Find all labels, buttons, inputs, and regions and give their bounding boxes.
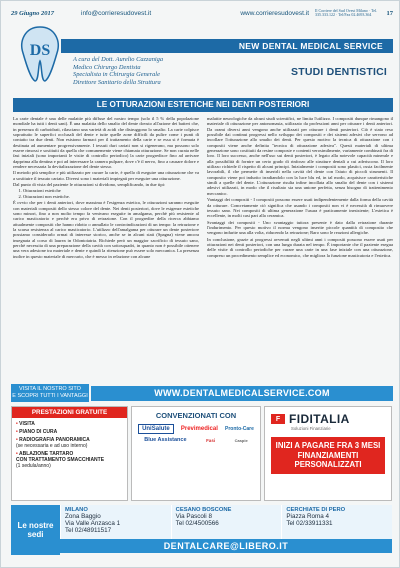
partner-logo: Blue Assistance [144, 437, 187, 443]
paragraph: Svantaggi dei compositi - Uno svantaggio tuttora presente è dato dalla retrazione durante l'indurimento. Per questo motivo il norma vengono inserite piccole quantità di composito che vengono indurite una alla volta, riducendo la retrazione; Raro sono le reazioni allergiche. [207, 219, 393, 236]
location-milano: MILANO Zona Baggio Via Valle Anzasca 1 Tel 02/48911517 [60, 505, 171, 539]
partner-logo: Fasi [206, 437, 216, 443]
partner-logos [132, 420, 260, 447]
paragraph: In conclusione, grazie ai progressi avvenuti negli ultimi anni i compositi possono essere usati per otturazioni nei denti posteriori, con una lunga durata nel tempo. È importante che il paziente esegua delle visite di controllo periodiche per curare una carie in una fase iniziale con una otturazione, compreso un procedimento semplice ed economico, che migliora la funzione masticatoria e l'estetica. [207, 236, 393, 258]
author-line: Specialista in Chirurgia Generale [73, 71, 160, 79]
free-services-title: PRESTAZIONI GRATUITE [12, 407, 127, 418]
paragraph: Vantaggi dei compositi - I compositi possono essere usati indipendentemente dalla forma della cavità da otturare. Concretamente ciò significa che usando i compositi non vi è necessità di rimuovere tessuto sano. Nei compositi di ultima generazione l'usura è praticamente inesistente; L'estetica è eccellente, in molti casi pari alla ceramica. [207, 197, 393, 219]
contact-website[interactable]: www.corrieresudovest.it [240, 9, 309, 17]
partner-logo: Caspie [234, 437, 248, 443]
paragraph: Dal punto di vista del paziente le otturazioni si dividono, semplificando, in due tipi: [13, 182, 166, 188]
article-column-2 [207, 116, 393, 376]
partner-logo: UniSalute [138, 424, 174, 434]
article-body [13, 116, 393, 376]
partners-title: CONVENZIONATI CON [155, 411, 237, 420]
paragraph: La carie dentale è una delle malattie più diffuse del nostro tempo (solo il 5 % della popolazione mondiale ha tutti i denti sani). È una malattia dello smalto del dente dovuto all'azione dei batteri che, in presenza di carboidrati, rilasciano una varietà di acidi che distruggono lo smalto. La carie colpisce soprattutto le superfici occlusali del dente e tutte quelle zone difficili da pulire come i punti di contatto tra due denti. Non esistono farmaci per il trattamento della carie e se essa si è formata è destinata ad aumentare progressivamente. I tessuti duri cariati non si rigenerano, ma possono solo essere rimossi e sostituiti da quella che comunemente viene chiamata otturazione. Se non curata nelle fasi iniziali (sono importanti le visite di controllo periodico) la carie progredisce fino ad arrivare dapprima alla dentina e poi ad interessare la camera pulpare, dove c'è il nervo, fino a causare dolore e rendere necessaria la devitalizzazione del dente stesso. [13, 116, 199, 170]
list-item: • PIANO DI CURA [16, 429, 58, 435]
fiditalia-name: FIDITALIA [289, 412, 350, 426]
paragraph: Il metodo più semplice e più utilizzato per curare la carie, è quello di eseguire una otturazione che va a sostituire il tessuto cariato. Diversi sono i materiali impiegati per eseguire una otturazione. [13, 170, 199, 181]
list-item: 2. Otturazioni non estetiche. [23, 194, 199, 199]
location-cerchiate-di-pero: CERCHIATE DI PERO Piazza Roma 4 Tel 02/33911331 [281, 505, 392, 539]
author-line: Direttore Sanitario della Struttura [73, 78, 161, 86]
author-line: Medico Chirurgo Dentista [73, 63, 141, 71]
visit-site-box: VISITA IL NOSTRO SITO E SCOPRI TUTTI I VANTAGGI [11, 384, 89, 402]
paragraph: malattie neurologiche da alcuni studi scientifici, ne limita l'utilizzo. I compositi dunque rimangono il materiale di otturazione per antonomasia, utilizzato da professioni anni per otturare i denti anteriori. Da orami diversi anni vengono anche utilizzati per otturare i denti posteriori. Ciò è stato reso possibile dai continui progressi nello sviluppo dei compositi e dei sistemi adesivi che servono ad incollare l'otturazione allo smalto dei denti. Per questo motivo la tecnica di otturazione con i compositi viene anche definita "tecnica di otturazione adesiva". Questi materiali di ultima generazione sono costituiti da resine composte e contenti verosimilmente, variamente combinati fra di loro. Il loro successo, anche nell'uso sui denti posteriori, è legato alla notevole capacità minerale e alla possibilità di fornire un certo grado di rinforzo alle strutture dentali a cui aderiscono. Il loro utilizzo richiede il rispetto di alcuni principi. Inizialmente i compositi sono plastici, ossia facilmente lavorabili, il che permette di inserirli nella cavità del dente con l'aiuto di piccoli strumenti. Il composito viene poi indurito irradiandolo con la luce blu ed, in tal modo, acquisisce caratteristiche simili a quelle del dente. L'otturazione risulta infine incollata allo smalto del dente con i sistemi adesivi utilizzati, in modo che il risultato sia una unione perfetta, senza bisogno di trattenimento meccanico. [207, 116, 393, 196]
article-headline: LE OTTURAZIONI ESTETICHE NEI DENTI POSTERIORI [13, 98, 393, 112]
fiditalia-logo-icon: F [271, 414, 285, 424]
list-item: 1. Otturazioni estetiche [23, 188, 199, 193]
author-block [73, 56, 213, 86]
issue-date: 29 Giugno 2017 [11, 9, 54, 17]
publisher-info: Il Corriere del Sud Ovest Milano · Tel. 335.333.122 · Tel/Fax 02.4693.364 [315, 7, 378, 17]
ad-website-link[interactable]: WWW.DENTALMEDICALSERVICE.COM [91, 386, 393, 401]
paragraph: È ovvio che per i denti anteriori, dove massima è l'esigenza estetica, le otturazioni saranno eseguite con materiali compositi dello stesso colore del dente. Nei denti posteriori, dove le esigenze estetiche sono minori, fino a non molto tempo fa venivano eseguite in amalgama, perchè più resistente al carico masticatorio e perchè era privo di retrazione. Con il progredire della ricerca abbiamo attualmente compositi che hanno ridotto o annullato le controindicazioni di un tempo: la retrazione e la scarsa resistenza al carico masticatorio. L'utilizzo dell'amalgama per otturare un dente posteriore possiamo considerarlo ormai di interesse storico, anche se in alcuni stati (Spagna) viene ancora insegnata al corso di laurea in Odontoiatria. Richiede però un maggior sacrificio di tessuto sano, perchè necessita di una preparazione della cavità con sottosquadri, in quanto non è possibile ottenere una vera adesione tra materiale e dente e quindi la ritenzione può essere solo meccanica. La presenza inoltre in questo materiale di mercurio, che è messo in relazione con alcune [13, 200, 199, 259]
dms-logo-icon [13, 23, 67, 85]
top-strip [11, 7, 393, 19]
page-number: 17 [386, 9, 393, 17]
financing-offer: INIZI A PAGARE FRA 3 MESI FINANZIAMENTI PERSONALIZZATI [271, 437, 385, 474]
brand-band: NEW DENTAL MEDICAL SERVICE [61, 39, 393, 53]
fiditalia-subtitle: Soluzioni Finanziarie [291, 426, 331, 431]
list-item: • VISITA [16, 421, 35, 427]
partner-logo: Previmedical [180, 426, 218, 432]
list-item: • RADIOGRAFIA PANORAMICA (se necessaria e ad uso interno) [16, 437, 90, 449]
free-services-list [12, 418, 127, 474]
section-title: STUDI DENTISTICI [291, 66, 387, 78]
locations-footer [11, 505, 392, 555]
contact-email[interactable]: info@corrieresudovest.it [81, 9, 152, 17]
svg-text:DS: DS [29, 42, 51, 59]
locations-label: Le nostre sedi [11, 505, 60, 555]
free-services-box [11, 406, 128, 501]
article-column-1 [13, 116, 199, 376]
author-line: A cura del Dott. Aurelio Cazzaniga [73, 56, 164, 63]
location-cesano-boscone: CESANO BOSCONE Via Pascoli 8 Tel 02/4500566 [171, 505, 282, 539]
partner-logo: Pronto-Care [225, 426, 254, 432]
filling-types-list [23, 188, 199, 199]
partners-box [131, 406, 261, 501]
financing-box [264, 406, 392, 501]
list-item: • ABLAZIONE TARTARO CON TRATTAMENTO SMACCHIANTE (1 sedula/anno) [16, 451, 105, 469]
contact-email-footer[interactable]: DENTALCARE@LIBERO.IT [60, 539, 392, 553]
